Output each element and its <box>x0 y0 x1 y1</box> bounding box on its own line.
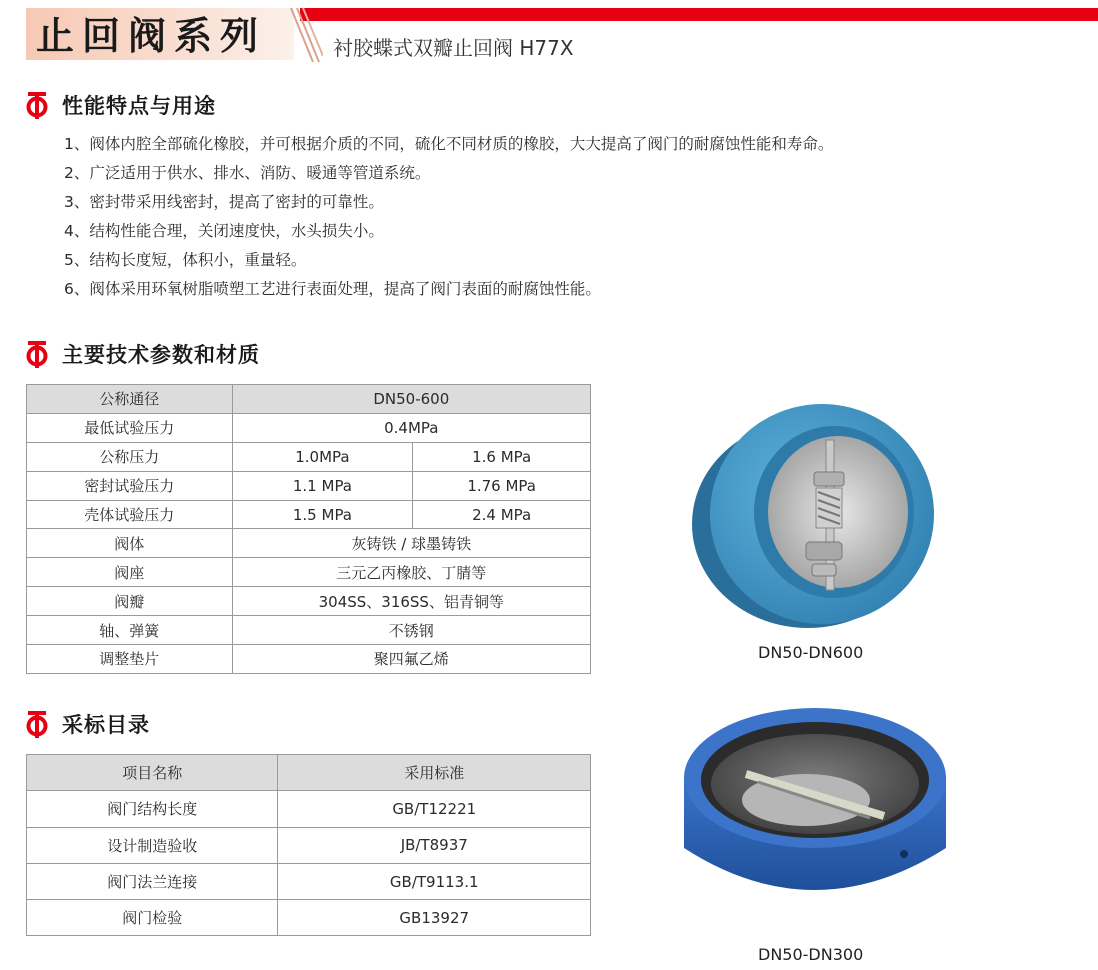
series-title: 止回阀系列 <box>36 13 267 58</box>
table-row <box>27 900 591 936</box>
table-cell: 阀门检验 <box>27 900 278 936</box>
table-row <box>27 500 591 529</box>
table-cell: 1.6 MPa <box>413 442 591 471</box>
table-row <box>27 442 591 471</box>
valve-image-dn300 <box>674 700 956 928</box>
table-cell: JB/T8937 <box>278 827 591 863</box>
list-item: 5、结构长度短，体积小，重量轻。 <box>64 251 307 269</box>
features-title: 性能特点与用途 <box>62 94 216 118</box>
image-caption-top: DN50-DN600 <box>758 643 864 662</box>
table-cell: 阀门法兰连接 <box>27 863 278 899</box>
features-list <box>64 130 833 304</box>
table-cell: 1.1 MPa <box>232 471 413 500</box>
table-cell: DN50-600 <box>232 385 590 414</box>
valve-symbol-icon <box>26 91 48 119</box>
table-cell: 灰铸铁 / 球墨铸铁 <box>232 529 590 558</box>
table-cell: 密封试验压力 <box>27 471 233 500</box>
list-item: 6、阀体采用环氧树脂喷塑工艺进行表面处理，提高了阀门表面的耐腐蚀性能。 <box>64 280 601 298</box>
table-row <box>27 616 591 645</box>
table-row <box>27 791 591 827</box>
valve-symbol-icon <box>26 710 48 738</box>
table-row <box>27 385 591 414</box>
image-caption-bottom: DN50-DN300 <box>758 945 864 964</box>
table-cell: 不锈钢 <box>232 616 590 645</box>
table-header-cell: 采用标准 <box>278 755 591 791</box>
slash-decoration-icon <box>287 6 323 64</box>
table-row <box>27 471 591 500</box>
table-row <box>27 558 591 587</box>
params-heading <box>26 339 260 369</box>
list-item: 2、广泛适用于供水、排水、消防、暖通等管道系统。 <box>64 164 431 182</box>
standards-heading <box>26 709 150 739</box>
table-cell: 1.5 MPa <box>232 500 413 529</box>
table-cell: 阀体 <box>27 529 233 558</box>
table-cell: 1.76 MPa <box>413 471 591 500</box>
valve-image-dn600 <box>688 392 948 632</box>
table-cell: 0.4MPa <box>232 413 590 442</box>
table-row <box>27 413 591 442</box>
table-cell: 2.4 MPa <box>413 500 591 529</box>
table-cell: GB/T9113.1 <box>278 863 591 899</box>
spec-table <box>26 384 591 674</box>
list-item: 1、阀体内腔全部硫化橡胶，并可根据介质的不同，硫化不同材质的橡胶，大大提高了阀门的耐腐蚀性能和寿命。 <box>64 135 834 153</box>
standards-title: 采标目录 <box>62 713 150 737</box>
table-cell: 聚四氟乙烯 <box>232 645 590 674</box>
top-red-bar <box>300 8 1098 21</box>
table-cell: 阀门结构长度 <box>27 791 278 827</box>
features-heading <box>26 90 216 120</box>
list-item: 4、结构性能合理，关闭速度快，水头损失小。 <box>64 222 384 240</box>
table-row <box>27 587 591 616</box>
params-title: 主要技术参数和材质 <box>62 343 260 367</box>
table-cell: 壳体试验压力 <box>27 500 233 529</box>
table-row <box>27 529 591 558</box>
table-cell: 三元乙丙橡胶、丁腈等 <box>232 558 590 587</box>
standards-table <box>26 754 591 936</box>
table-cell: 304SS、316SS、铝青铜等 <box>232 587 590 616</box>
table-cell: 阀瓣 <box>27 587 233 616</box>
table-cell: 公称压力 <box>27 442 233 471</box>
table-cell: GB/T12221 <box>278 791 591 827</box>
table-cell: 轴、弹簧 <box>27 616 233 645</box>
table-row <box>27 755 591 791</box>
table-cell: 阀座 <box>27 558 233 587</box>
valve-symbol-icon <box>26 340 48 368</box>
table-row <box>27 827 591 863</box>
table-cell: GB13927 <box>278 900 591 936</box>
table-cell: 公称通径 <box>27 385 233 414</box>
table-header-cell: 项目名称 <box>27 755 278 791</box>
table-cell: 1.0MPa <box>232 442 413 471</box>
table-row <box>27 645 591 674</box>
table-cell: 最低试验压力 <box>27 413 233 442</box>
list-item: 3、密封带采用线密封，提高了密封的可靠性。 <box>64 193 384 211</box>
table-cell: 调整垫片 <box>27 645 233 674</box>
table-row <box>27 863 591 899</box>
product-subtitle: 衬胶蝶式双瓣止回阀 H77X <box>333 36 574 60</box>
table-cell: 设计制造验收 <box>27 827 278 863</box>
